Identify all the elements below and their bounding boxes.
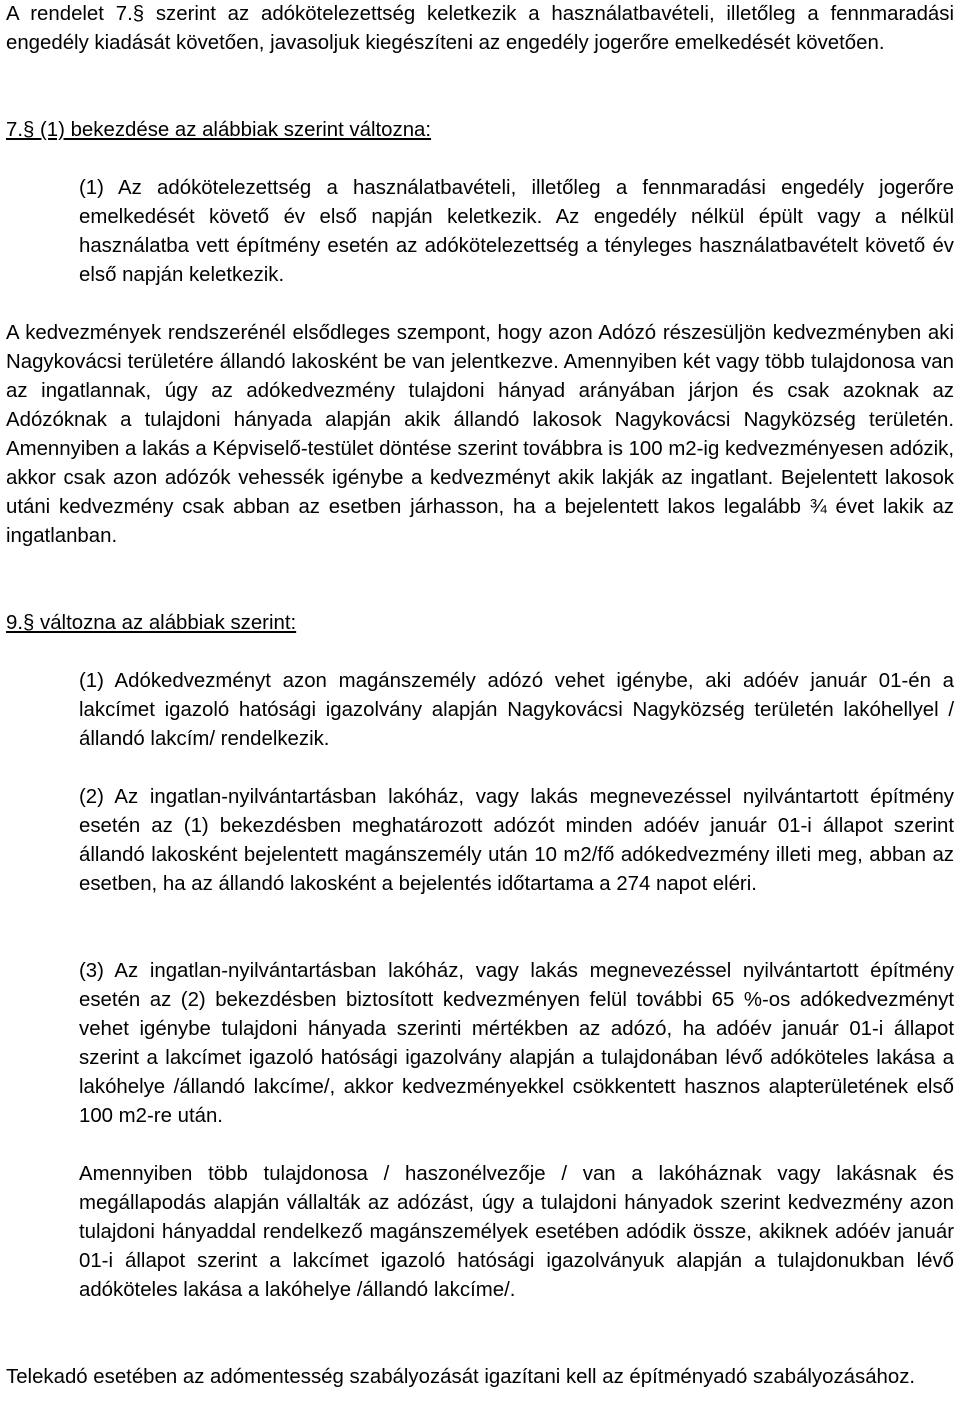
section-9-heading: 9.§ változna az alábbiak szerint: xyxy=(6,612,297,634)
section-9-paragraph-owners: Amennyiben több tulajdonosa / haszonélvezője / van a lakóháznak vagy lakásnak és megállapodás alapján vállalták az adózást, úgy a tulajdoni hányadok szerint kedvezmény azon tulajdoni hányaddal rendelkező magánszemélyek esetében adódik össze, akiknek adóév január 01-i állapot szerint a lakcímet igazoló hatósági igazolványuk alapján a tulajdonukban lévő adóköteles lakása a lakóhelye /állandó lakcíme/. xyxy=(79,1163,954,1301)
paragraph-kedvezmenyek: A kedvezmények rendszerénél elsődleges szempont, hogy azon Adózó részesüljön kedvezményben aki Nagykovácsi területére állandó lakosként be van jelentkezve. Amennyiben két vagy több tulajdonosa van az ingatlannak, úgy az adókedvezmény tulajdoni hányad arányában járjon és csak azoknak az Adózóknak a tulajdoni hányada alapján akik állandó lakosok Nagykovácsi Nagyközség területén. Amennyiben a lakás a Képviselő-testület döntése szerint továbbra is 100 m2-ig kedvezményesen adózik, akkor csak azon adózók vehessék igénybe a kedvezményt akik lakják az ingatlant. Bejelentett lakosok utáni kedvezmény csak abban az esetben járhasson, ha a bejelentett lakos legalább ¾ évet lakik az ingatlanban. xyxy=(6,322,954,547)
paragraph-telekado: Telekadó esetében az adómentesség szabályozását igazítani kell az építményadó szabályozásához. xyxy=(6,1366,916,1388)
paragraph-intro: A rendelet 7.§ szerint az adókötelezettség keletkezik a használatbavételi, illetőleg a fennmaradási engedély kiadását követően, javasoljuk kiegészíteni az engedély jogerőre emelkedését követően. xyxy=(6,3,954,54)
section-9-paragraph-2: (2) Az ingatlan-nyilvántartásban lakóház, vagy lakás megnevezéssel nyilvántartott építmény esetén az (1) bekezdésben meghatározott adózót minden adóév január 01-i állapot szerint állandó lakosként bejelentett magánszemély után 10 m2/fő adókedvezmény illeti meg, abban az esetben, ha az állandó lakosként a bejelentés időtartama a 274 napot eléri. xyxy=(79,786,954,895)
section-7-heading: 7.§ (1) bekezdése az alábbiak szerint változna: xyxy=(6,119,432,141)
section-7-paragraph-1: (1) Az adókötelezettség a használatbavételi, illetőleg a fennmaradási engedély jogerőre emelkedését követő év első napján keletkezik. Az engedély nélkül épült vagy a nélkül használatba vett építmény esetén az adókötelezettség a tényleges használatbavételt követő év első napján keletkezik. xyxy=(79,177,954,286)
section-9-paragraph-3: (3) Az ingatlan-nyilvántartásban lakóház, vagy lakás megnevezéssel nyilvántartott építmény esetén az (2) bekezdésben biztosított kedvezményen felül további 65 %-os adókedvezményt vehet igénybe tulajdoni hányada szerinti mértékben az adózó, ha adóév január 01-i állapot szerint a lakcímet igazoló hatósági igazolvány alapján a tulajdonában lévő adóköteles lakása a lakóhelye /állandó lakcíme/, akkor kedvezményekkel csökkentett hasznos alapterületének első 100 m2-re után. xyxy=(79,960,954,1127)
section-9-paragraph-1: (1) Adókedvezményt azon magánszemély adózó vehet igénybe, aki adóév január 01-én a lakcímet igazoló hatósági igazolvány alapján Nagykovácsi Nagyközség területén lakóhellyel /állandó lakcím/ rendelkezik. xyxy=(79,670,954,750)
